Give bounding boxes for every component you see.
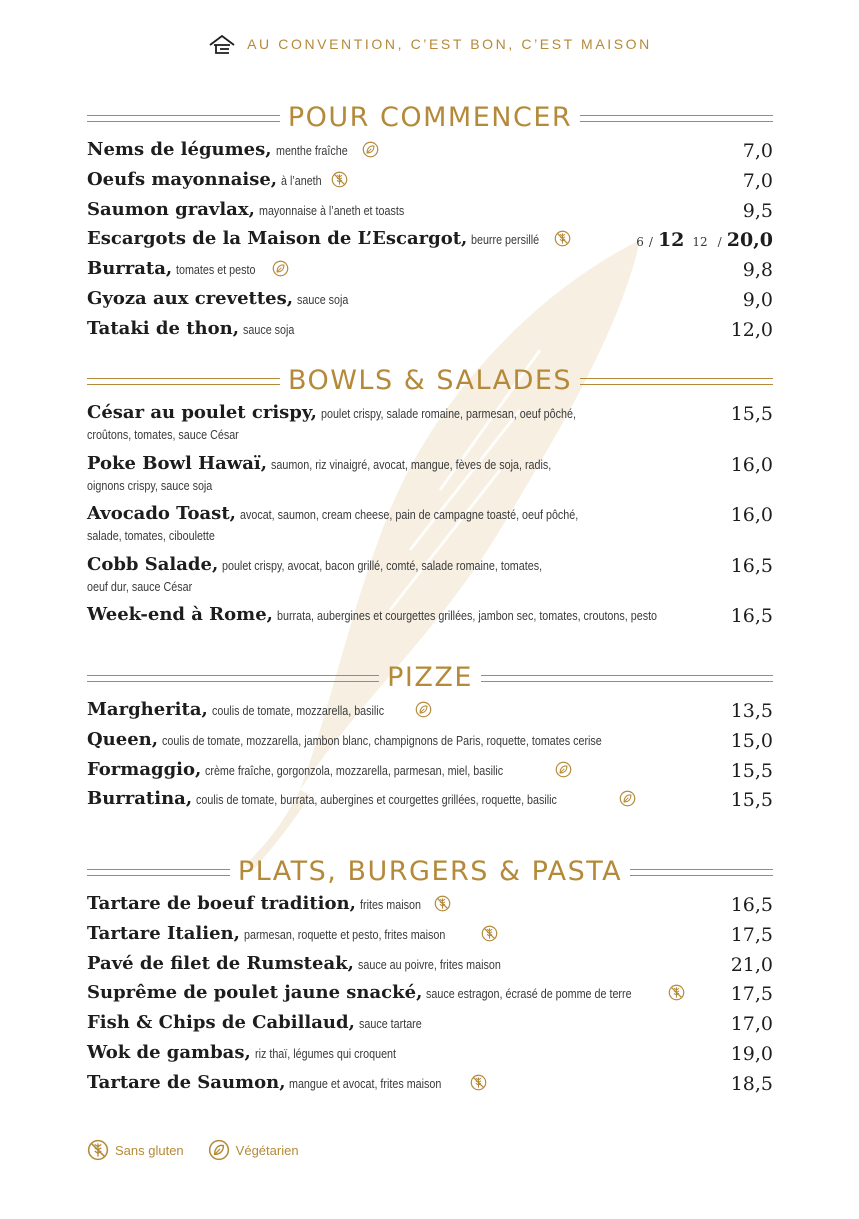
price-6: 12 (657, 229, 685, 252)
dish-description: menthe fraîche (275, 144, 348, 158)
section-heading (87, 856, 773, 888)
section-plats-burgers-pasta (87, 856, 773, 1103)
menu-item: Tataki de thon, sauce soja 12,0 (87, 317, 773, 341)
dish-name: Burrata (87, 258, 166, 280)
dish-description: sauce estragon, écrasé de pomme de terre (426, 987, 632, 1002)
quantity-6: 6 (636, 235, 644, 250)
dish-price: 21,0 (730, 953, 773, 976)
dish-description: sauce soja (297, 292, 349, 307)
menu-item: Saumon gravlax, mayonnaise à l’aneth et toasts 9,5 (87, 198, 773, 222)
dish-description: sauce tartare (358, 1017, 422, 1032)
section-pour-commencer (87, 102, 773, 349)
dish-description: burrata, aubergines et courgettes grillées, jambon sec, tomates, croutons, pesto (276, 609, 657, 624)
dish-name: Cobb Salade (87, 553, 212, 575)
menu-list (87, 403, 773, 635)
legend (87, 1139, 299, 1161)
dish-description-line2: salade, tomates, ciboulette (87, 529, 215, 544)
dish-name: Nems de légumes (87, 139, 266, 160)
menu-item: Formaggio, crème fraîche, gorgonzola, mozzarella, parmesan, miel, basilic 15,5 (87, 758, 773, 782)
menu-item: Tartare Italien, parmesan, roquette et pesto, frites maison 17,5 (87, 922, 773, 946)
menu-item: Suprême de poulet jaune snacké, sauce estragon, écrasé de pomme de terre 17,5 (87, 982, 773, 1006)
dish-price: 9,8 (742, 259, 773, 282)
price-12: 20,0 (726, 229, 773, 252)
dish-price: 16,5 (730, 894, 773, 916)
dish-price: 15,5 (730, 789, 773, 812)
menu-item: Fish & Chips de Cabillaud, sauce tartare 17,0 (87, 1012, 773, 1036)
dish-description: mangue et avocat, frites maison (289, 1076, 442, 1091)
menu-item: César au poulet crispy, poulet crispy, salade romaine, parmesan, oeuf pôché, croûtons, tomates, sauce César 15,5 (87, 403, 773, 454)
menu-item: Oeufs mayonnaise, à l’aneth 7,0 (87, 168, 773, 192)
gluten-free-icon (331, 171, 348, 188)
menu-item: Poke Bowl Hawaï, saumon, riz vinaigré, avocat, mangue, fèves de soja, radis, oignons crispy, sauce soja 16,0 (87, 454, 773, 505)
dish-description: coulis de tomate, burrata, aubergines et courgettes grillées, roquette, basilic (196, 793, 558, 808)
vegetarian-leaf-icon (272, 260, 289, 277)
menu-item: Burrata, tomates et pesto 9,8 (87, 258, 773, 282)
section-pizze (87, 662, 773, 819)
dish-price: 7,0 (742, 169, 773, 192)
menu-item: Nems de légumes, menthe fraîche 7,0 (87, 139, 773, 162)
dish-name: Escargots de la Maison de L’Escargot (87, 228, 462, 250)
section-heading (87, 662, 773, 694)
vegetarian-leaf-icon (555, 761, 572, 778)
dish-price: 7,0 (742, 140, 773, 162)
vegetarian-leaf-icon (208, 1139, 230, 1161)
dish-price-multi: 6 / 12 12 / 20,0 (636, 229, 773, 252)
dish-name: Pavé de filet de Rumsteak (87, 952, 348, 974)
dish-description: avocat, saumon, cream cheese, pain de campagne toasté, oeuf pôché, (239, 508, 579, 523)
dish-description: beurre persillé (471, 233, 540, 248)
dish-description: poulet crispy, salade romaine, parmesan, oeuf pôché, (320, 407, 576, 421)
dish-description: coulis de tomate, mozzarella, basilic (211, 704, 384, 718)
tagline-text: AU CONVENTION, C’EST BON, C’EST MAISON (247, 36, 652, 52)
dish-name: Margherita (87, 699, 202, 720)
dish-description-line2: croûtons, tomates, sauce César (87, 428, 239, 442)
dish-description: sauce au poivre, frites maison (357, 957, 501, 972)
legend-label: Végétarien (235, 1142, 299, 1158)
dish-name: Saumon gravlax (87, 198, 249, 220)
dish-name: Tartare Italien (87, 922, 234, 944)
dish-name: Fish & Chips de Cabillaud (87, 1012, 349, 1034)
dish-price: 16,0 (730, 453, 773, 476)
section-title: BOWLS & SALADES (287, 365, 573, 396)
legend-vegetarian (208, 1139, 299, 1161)
dish-price: 17,0 (730, 1013, 773, 1036)
dish-price: 17,5 (730, 983, 773, 1006)
menu-item: Queen, coulis de tomate, mozzarella, jambon blanc, champignons de Paris, roquette, tomates cerise 15,0 (87, 728, 773, 752)
vegetarian-leaf-icon (619, 790, 636, 807)
dish-name: Formaggio (87, 758, 196, 780)
dish-name: Oeufs mayonnaise (87, 168, 271, 190)
section-title: POUR COMMENCER (287, 102, 573, 133)
menu-item: Escargots de la Maison de L’Escargot, beurre persillé 6 / 12 12 / 20,0 (87, 228, 773, 252)
dish-name: Tartare de Saumon (87, 1071, 280, 1093)
dish-price: 19,0 (730, 1042, 773, 1065)
dish-name: Avocado Toast (87, 503, 230, 525)
dish-price: 13,5 (730, 700, 773, 722)
dish-price: 15,5 (730, 759, 773, 782)
dish-price: 16,5 (730, 554, 773, 577)
menu-item: Tartare de Saumon, mangue et avocat, frites maison 18,5 (87, 1071, 773, 1095)
dish-name: Burratina (87, 788, 186, 810)
dish-description: mayonnaise à l’aneth et toasts (258, 203, 405, 218)
menu-item: Avocado Toast, avocat, saumon, cream cheese, pain de campagne toasté, oeuf pôché, salade, tomates, ciboulette 16,0 (87, 504, 773, 555)
dish-description: crème fraîche, gorgonzola, mozzarella, parmesan, miel, basilic (205, 763, 504, 778)
quantity-12: 12 (692, 235, 708, 250)
dish-name: Wok de gambas (87, 1041, 245, 1063)
menu-item: Tartare de boeuf tradition, frites maison 16,5 (87, 893, 773, 916)
dish-price: 9,5 (742, 199, 773, 222)
section-heading (87, 365, 773, 397)
tagline (0, 32, 859, 56)
vegetarian-leaf-icon (362, 141, 379, 158)
legend-label: Sans gluten (115, 1142, 184, 1158)
dish-description: riz thaï, légumes qui croquent (254, 1046, 396, 1061)
dish-price: 12,0 (730, 318, 773, 341)
section-title: PLATS, BURGERS & PASTA (237, 856, 623, 887)
gluten-free-icon (87, 1139, 109, 1161)
dish-name: César au poulet crispy (87, 402, 311, 423)
dish-description: poulet crispy, avocat, bacon grillé, comté, salade romaine, tomates, (222, 558, 543, 573)
gluten-free-icon (470, 1074, 487, 1091)
menu-item: Pavé de filet de Rumsteak, sauce au poivre, frites maison 21,0 (87, 952, 773, 976)
dish-name: Tataki de thon (87, 317, 233, 339)
menu-item: Week-end à Rome, burrata, aubergines et courgettes grillées, jambon sec, tomates, croutons, pesto 16,5 (87, 604, 773, 628)
legend-gluten-free (87, 1139, 184, 1161)
dish-description: tomates et pesto (176, 263, 256, 278)
dish-name: Suprême de poulet jaune snacké (87, 982, 417, 1004)
dish-price: 15,5 (730, 403, 773, 425)
dish-name: Gyoza aux crevettes (87, 287, 287, 309)
dish-price: 17,5 (730, 923, 773, 946)
dish-description-line2: oignons crispy, sauce soja (87, 478, 213, 493)
dish-price: 9,0 (742, 288, 773, 311)
menu-list (87, 894, 773, 1103)
dish-name: Week-end à Rome (87, 604, 267, 626)
dish-description: à l’aneth (281, 173, 322, 188)
gluten-free-icon (668, 984, 685, 1001)
dish-description: frites maison (359, 898, 421, 912)
dish-name: Queen (87, 728, 152, 750)
dish-price: 15,0 (730, 729, 773, 752)
menu-list (87, 140, 773, 349)
section-heading (87, 102, 773, 134)
dish-description: sauce soja (242, 322, 295, 337)
dish-price: 16,5 (730, 605, 773, 628)
house-icon (207, 33, 237, 55)
section-bowls-salades (87, 365, 773, 635)
section-title: PIZZE (387, 662, 473, 693)
gluten-free-icon (434, 895, 451, 912)
dish-name: Poke Bowl Hawaï (87, 452, 261, 474)
dish-price: 18,5 (730, 1072, 773, 1095)
gluten-free-icon (554, 230, 571, 247)
menu-item: Wok de gambas, riz thaï, légumes qui croquent 19,0 (87, 1041, 773, 1065)
dish-price: 16,0 (730, 504, 773, 527)
dish-description: saumon, riz vinaigré, avocat, mangue, fèves de soja, radis, (271, 457, 552, 472)
menu-item: Gyoza aux crevettes, sauce soja 9,0 (87, 287, 773, 311)
dish-description: parmesan, roquette et pesto, frites maison (243, 927, 446, 942)
menu-item: Burratina, coulis de tomate, burrata, aubergines et courgettes grillées, roquette, basilic 15,5 (87, 788, 773, 812)
menu-item: Cobb Salade, poulet crispy, avocat, bacon grillé, comté, salade romaine, tomates, oeuf dur, sauce César 16,5 (87, 555, 773, 606)
dish-description: coulis de tomate, mozzarella, jambon blanc, champignons de Paris, roquette, tomates cerise (162, 733, 602, 748)
dish-description-line2: oeuf dur, sauce César (87, 579, 193, 594)
vegetarian-leaf-icon (415, 701, 432, 718)
menu-item: Margherita, coulis de tomate, mozzarella, basilic 13,5 (87, 699, 773, 722)
dish-name: Tartare de boeuf tradition (87, 893, 350, 914)
menu-list (87, 700, 773, 819)
gluten-free-icon (481, 925, 498, 942)
